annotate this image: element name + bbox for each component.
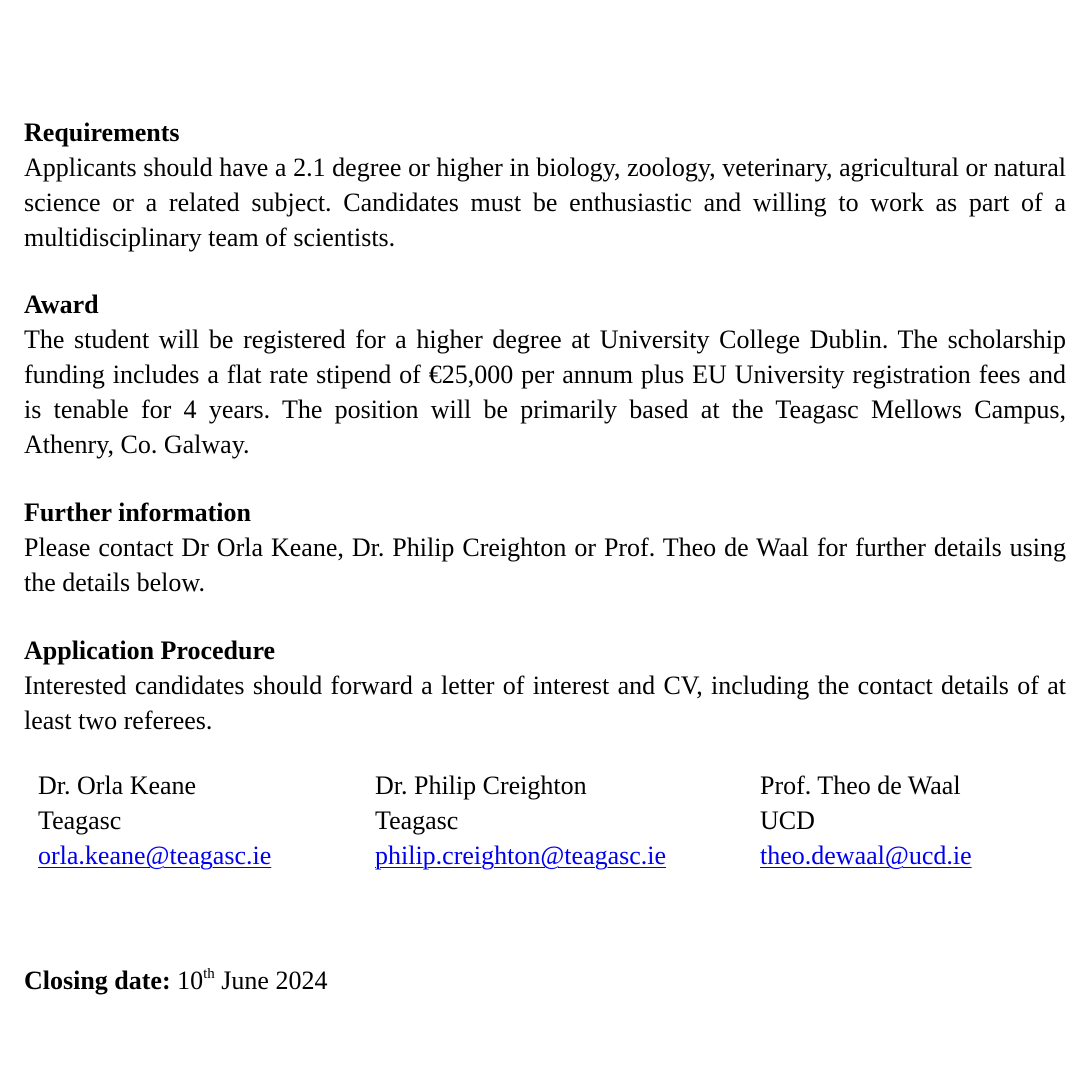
- contact-org: UCD: [760, 806, 815, 835]
- application-procedure-heading: Application Procedure: [24, 636, 276, 665]
- contact-philip-creighton: [375, 768, 666, 873]
- application-procedure-body: Interested candidates should forward a letter of interest and CV, including the contact details of at least two referees.: [24, 671, 1066, 735]
- closing-date-label: Closing date:: [24, 966, 171, 995]
- further-information-heading: Further information: [24, 498, 251, 527]
- further-information-body: Please contact Dr Orla Keane, Dr. Philip Creighton or Prof. Theo de Waal for further details using the details below.: [24, 533, 1066, 597]
- contact-theo-de-waal: [760, 768, 972, 873]
- closing-month-year: June 2024: [221, 966, 328, 995]
- contact-name: Dr. Philip Creighton: [375, 771, 587, 800]
- contact-org: Teagasc: [38, 806, 122, 835]
- application-procedure-section: [24, 633, 1066, 738]
- award-body: The student will be registered for a higher degree at University College Dublin. The scholarship funding includes a flat rate stipend of €25,000 per annum plus EU University registration fees and is tenable for 4 years. The position will be primarily based at the Teagasc Mellows Campus, Athenry, Co. Galway.: [24, 325, 1066, 459]
- requirements-heading: Requirements: [24, 118, 180, 147]
- contact-email-link[interactable]: orla.keane@teagasc.ie: [38, 841, 272, 870]
- requirements-section: [24, 115, 1066, 255]
- closing-date: [24, 963, 327, 998]
- contact-email-link[interactable]: philip.creighton@teagasc.ie: [375, 841, 667, 870]
- contact-org: Teagasc: [375, 806, 459, 835]
- requirements-body: Applicants should have a 2.1 degree or higher in biology, zoology, veterinary, agricultural or natural science or a related subject. Candidates must be enthusiastic and willing to work as part of a multidisciplinary team of scientists.: [24, 153, 1066, 252]
- contact-orla-keane: [38, 768, 271, 873]
- contacts-block: [38, 768, 1068, 878]
- contact-email-link[interactable]: theo.dewaal@ucd.ie: [760, 841, 972, 870]
- award-section: [24, 287, 1066, 462]
- closing-day-suffix: th: [203, 966, 215, 982]
- contact-name: Prof. Theo de Waal: [760, 771, 961, 800]
- closing-day: 10: [177, 966, 204, 995]
- contact-name: Dr. Orla Keane: [38, 771, 197, 800]
- award-heading: Award: [24, 290, 99, 319]
- further-information-section: [24, 495, 1066, 600]
